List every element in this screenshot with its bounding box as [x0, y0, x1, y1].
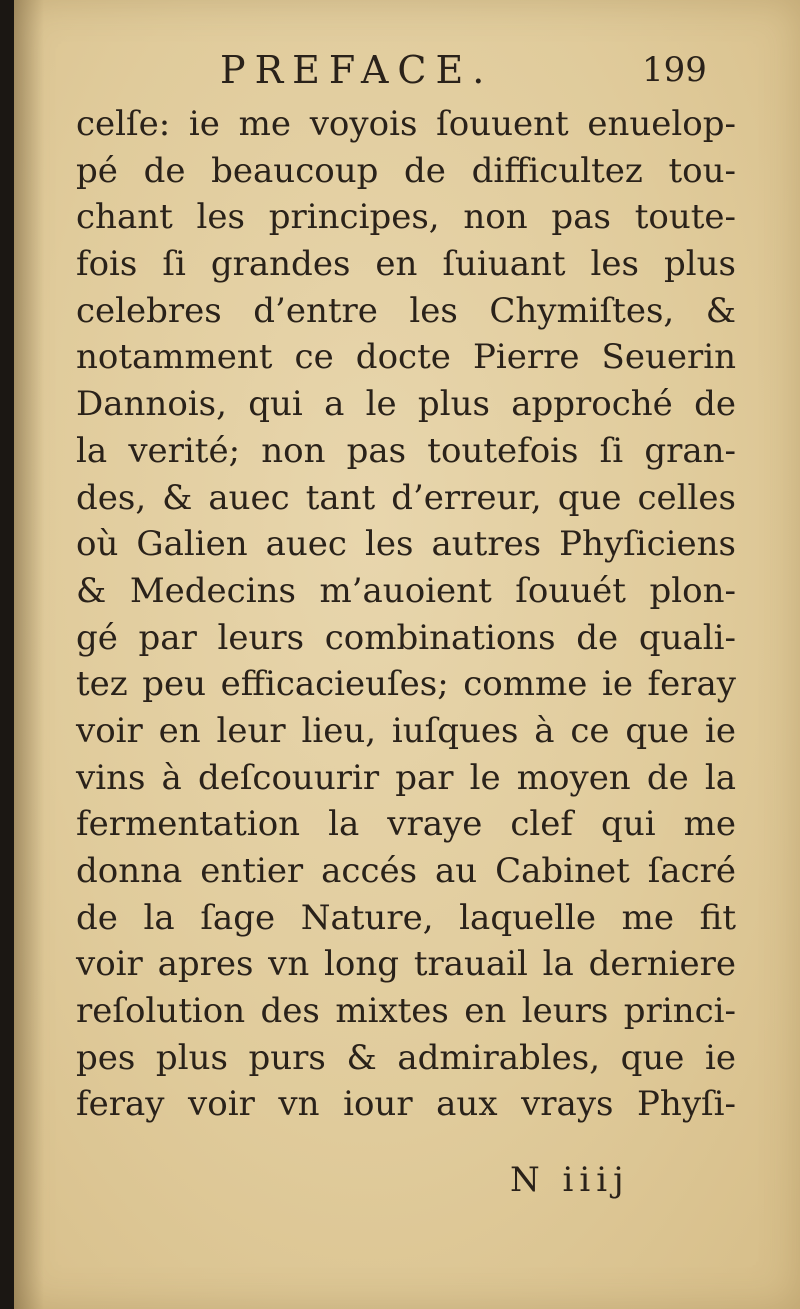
book-page: [14, 0, 800, 1309]
catchword-signature: N iiij: [510, 1160, 630, 1200]
text-line: voir apres vn long trauail la derniere: [76, 944, 736, 985]
text-line: Dannois, qui a le plus approché de: [76, 384, 736, 425]
body-text: [76, 101, 736, 1128]
text-line: donna entier accés au Cabinet ſacré: [76, 851, 736, 891]
text-line: tez peu efficacieuſes; comme ie feray: [76, 664, 736, 705]
text-line: chant les principes, non pas toute-: [76, 197, 736, 238]
text-line: gé par leurs combinations de quali-: [76, 617, 736, 658]
text-line: de la ſage Nature, laquelle me fit: [76, 897, 736, 938]
text-line: notamment ce docte Pierre Seuerin: [76, 337, 736, 378]
text-line: fermentation la vraye clef qui me: [76, 804, 736, 845]
text-line: feray voir vn iour aux vrays Phyſi-: [76, 1084, 736, 1125]
text-line: des, & auec tant d’erreur, que celles: [76, 477, 736, 518]
text-line: celſe: ie me voyois ſouuent enuelop-: [76, 104, 736, 144]
page-header: [14, 44, 800, 92]
text-line: vins à deſcouurir par le moyen de la: [76, 757, 736, 798]
text-line: pé de beaucoup de difficultez tou-: [76, 150, 736, 191]
page-number: 199: [642, 50, 707, 90]
running-title: PREFACE.: [220, 48, 494, 92]
text-line: fois ſi grandes en ſuiuant les plus: [76, 244, 736, 285]
page-gutter-shadow: [14, 0, 44, 1309]
text-line: & Medecins m’auoient ſouuét plon-: [76, 570, 736, 611]
text-line: voir en leur lieu, iuſques à ce que ie: [76, 710, 736, 751]
text-line: où Galien auec les autres Phyſiciens: [76, 524, 736, 565]
text-line: la verité; non pas toutefois ſi gran-: [76, 430, 736, 471]
text-line: reſolution des mixtes en leurs princi-: [76, 991, 736, 1032]
text-line: celebres d’entre les Chymiſtes, &: [76, 290, 736, 331]
text-line: pes plus purs & admirables, que ie: [76, 1037, 736, 1078]
